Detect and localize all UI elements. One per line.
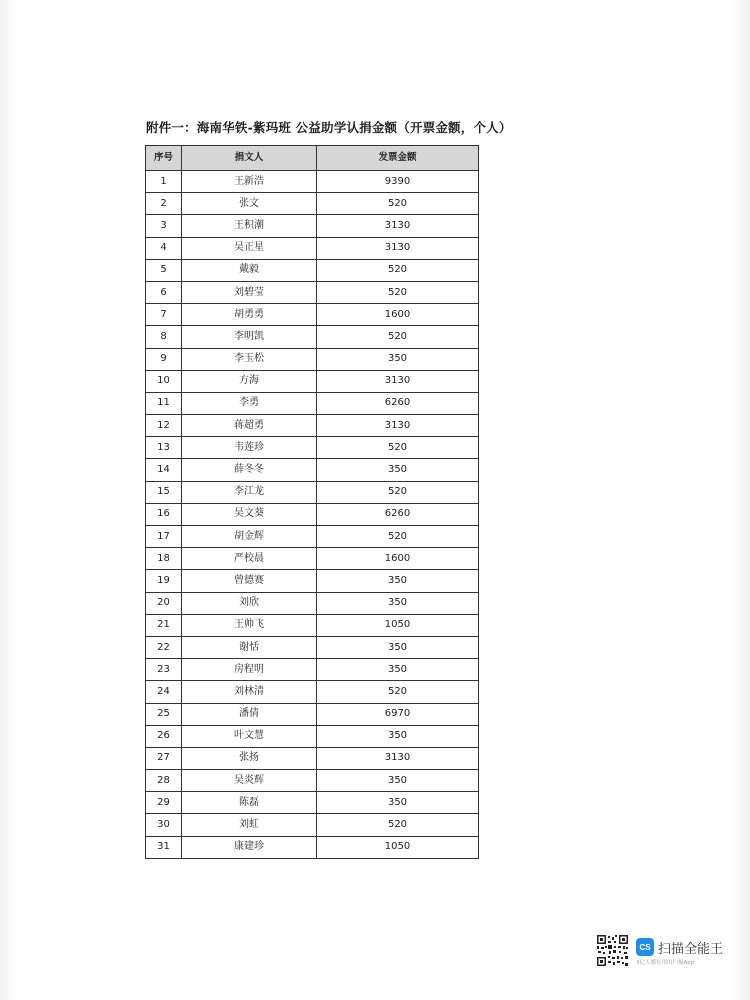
cell-name: 李玉松 bbox=[182, 348, 317, 370]
cell-amount: 1050 bbox=[317, 836, 479, 858]
cell-index: 28 bbox=[146, 770, 182, 792]
cell-index: 11 bbox=[146, 392, 182, 414]
cell-index: 22 bbox=[146, 636, 182, 658]
cell-name: 韦莲珍 bbox=[182, 437, 317, 459]
cell-index: 3 bbox=[146, 215, 182, 237]
table-row bbox=[146, 836, 479, 858]
cell-index: 7 bbox=[146, 304, 182, 326]
cell-amount: 350 bbox=[317, 725, 479, 747]
document-title: 附件一：海南华铁-紫玛班 公益助学认捐金额（开票金额，个人） bbox=[146, 120, 512, 135]
table-row bbox=[146, 614, 479, 636]
cell-amount: 520 bbox=[317, 259, 479, 281]
cell-name: 刘碧莹 bbox=[182, 281, 317, 303]
cell-name: 戴毅 bbox=[182, 259, 317, 281]
cell-name: 王积潮 bbox=[182, 215, 317, 237]
cell-name: 谢恬 bbox=[182, 636, 317, 658]
table-row bbox=[146, 437, 479, 459]
cell-index: 9 bbox=[146, 348, 182, 370]
cell-name: 李明凯 bbox=[182, 326, 317, 348]
cell-name: 刘虹 bbox=[182, 814, 317, 836]
table-row bbox=[146, 348, 479, 370]
header-index: 序号 bbox=[146, 146, 182, 171]
table-row bbox=[146, 526, 479, 548]
brand-name: 扫描全能王 bbox=[658, 942, 724, 957]
table-row bbox=[146, 326, 479, 348]
cell-amount: 520 bbox=[317, 281, 479, 303]
cell-index: 19 bbox=[146, 570, 182, 592]
cell-amount: 350 bbox=[317, 770, 479, 792]
header-amount: 发票金额 bbox=[317, 146, 479, 171]
cell-amount: 350 bbox=[317, 570, 479, 592]
table-row bbox=[146, 814, 479, 836]
table-row bbox=[146, 592, 479, 614]
table-header-row bbox=[146, 146, 479, 171]
cell-name: 潘倩 bbox=[182, 703, 317, 725]
table-row bbox=[146, 304, 479, 326]
cell-amount: 520 bbox=[317, 526, 479, 548]
table-row bbox=[146, 415, 479, 437]
cell-index: 21 bbox=[146, 614, 182, 636]
table-body bbox=[146, 171, 479, 859]
cell-name: 张扬 bbox=[182, 747, 317, 769]
cell-index: 5 bbox=[146, 259, 182, 281]
cell-amount: 6260 bbox=[317, 503, 479, 525]
cell-amount: 3130 bbox=[317, 747, 479, 769]
cell-index: 31 bbox=[146, 836, 182, 858]
cell-index: 26 bbox=[146, 725, 182, 747]
cell-name: 蒋超勇 bbox=[182, 415, 317, 437]
cell-name: 严校晨 bbox=[182, 548, 317, 570]
table-row bbox=[146, 193, 479, 215]
cell-amount: 520 bbox=[317, 437, 479, 459]
donation-table bbox=[145, 145, 479, 859]
table-row bbox=[146, 237, 479, 259]
cell-index: 20 bbox=[146, 592, 182, 614]
cell-index: 15 bbox=[146, 481, 182, 503]
cell-name: 刘欣 bbox=[182, 592, 317, 614]
cell-index: 24 bbox=[146, 681, 182, 703]
cell-amount: 520 bbox=[317, 326, 479, 348]
cell-amount: 3130 bbox=[317, 370, 479, 392]
table-row bbox=[146, 171, 479, 193]
cell-index: 14 bbox=[146, 459, 182, 481]
cell-amount: 350 bbox=[317, 592, 479, 614]
cell-name: 刘林清 bbox=[182, 681, 317, 703]
cell-name: 曾德赛 bbox=[182, 570, 317, 592]
cell-index: 16 bbox=[146, 503, 182, 525]
cell-amount: 350 bbox=[317, 792, 479, 814]
cell-name: 李勇 bbox=[182, 392, 317, 414]
cell-name: 吴文葵 bbox=[182, 503, 317, 525]
cell-name: 房程明 bbox=[182, 659, 317, 681]
cell-name: 吴炎辉 bbox=[182, 770, 317, 792]
cell-name: 陈磊 bbox=[182, 792, 317, 814]
cell-amount: 6970 bbox=[317, 703, 479, 725]
cell-name: 薛冬冬 bbox=[182, 459, 317, 481]
cell-amount: 1050 bbox=[317, 614, 479, 636]
table-row bbox=[146, 747, 479, 769]
cell-amount: 9390 bbox=[317, 171, 479, 193]
table-row bbox=[146, 392, 479, 414]
cell-index: 29 bbox=[146, 792, 182, 814]
cell-index: 30 bbox=[146, 814, 182, 836]
table-row bbox=[146, 725, 479, 747]
cell-index: 12 bbox=[146, 415, 182, 437]
cell-amount: 350 bbox=[317, 348, 479, 370]
cell-index: 13 bbox=[146, 437, 182, 459]
cell-amount: 3130 bbox=[317, 237, 479, 259]
cell-amount: 520 bbox=[317, 814, 479, 836]
brand-subtitle: 3亿人都在用的扫描App bbox=[636, 960, 695, 966]
cell-name: 王帅飞 bbox=[182, 614, 317, 636]
cell-index: 6 bbox=[146, 281, 182, 303]
cell-index: 10 bbox=[146, 370, 182, 392]
qr-code-icon bbox=[596, 934, 629, 967]
cell-name: 胡勇勇 bbox=[182, 304, 317, 326]
cell-index: 8 bbox=[146, 326, 182, 348]
cell-name: 叶文慧 bbox=[182, 725, 317, 747]
cell-amount: 6260 bbox=[317, 392, 479, 414]
table-row bbox=[146, 281, 479, 303]
cell-index: 1 bbox=[146, 171, 182, 193]
table-row bbox=[146, 636, 479, 658]
table-row bbox=[146, 215, 479, 237]
cell-name: 李江龙 bbox=[182, 481, 317, 503]
table-row bbox=[146, 259, 479, 281]
table-row bbox=[146, 459, 479, 481]
table-row bbox=[146, 703, 479, 725]
cell-name: 张文 bbox=[182, 193, 317, 215]
cell-amount: 350 bbox=[317, 459, 479, 481]
cs-logo-icon: CS bbox=[636, 938, 654, 956]
cell-amount: 520 bbox=[317, 481, 479, 503]
header-name: 捐文人 bbox=[182, 146, 317, 171]
cell-index: 4 bbox=[146, 237, 182, 259]
table-row bbox=[146, 681, 479, 703]
cell-amount: 350 bbox=[317, 659, 479, 681]
table-row bbox=[146, 503, 479, 525]
table-row bbox=[146, 481, 479, 503]
table-row bbox=[146, 659, 479, 681]
cell-index: 25 bbox=[146, 703, 182, 725]
table-row bbox=[146, 792, 479, 814]
cell-name: 康建珍 bbox=[182, 836, 317, 858]
cell-amount: 520 bbox=[317, 681, 479, 703]
cell-name: 王新浩 bbox=[182, 171, 317, 193]
table-row bbox=[146, 548, 479, 570]
table-row bbox=[146, 370, 479, 392]
cell-name: 胡金辉 bbox=[182, 526, 317, 548]
table-row bbox=[146, 570, 479, 592]
cell-index: 17 bbox=[146, 526, 182, 548]
cell-index: 23 bbox=[146, 659, 182, 681]
cell-index: 2 bbox=[146, 193, 182, 215]
cell-name: 吴正星 bbox=[182, 237, 317, 259]
table-row bbox=[146, 770, 479, 792]
cell-amount: 1600 bbox=[317, 304, 479, 326]
cell-amount: 1600 bbox=[317, 548, 479, 570]
cell-amount: 3130 bbox=[317, 215, 479, 237]
cell-index: 18 bbox=[146, 548, 182, 570]
cell-index: 27 bbox=[146, 747, 182, 769]
cell-amount: 3130 bbox=[317, 415, 479, 437]
cell-name: 方海 bbox=[182, 370, 317, 392]
cell-amount: 520 bbox=[317, 193, 479, 215]
camscanner-watermark bbox=[596, 934, 736, 968]
cell-amount: 350 bbox=[317, 636, 479, 658]
